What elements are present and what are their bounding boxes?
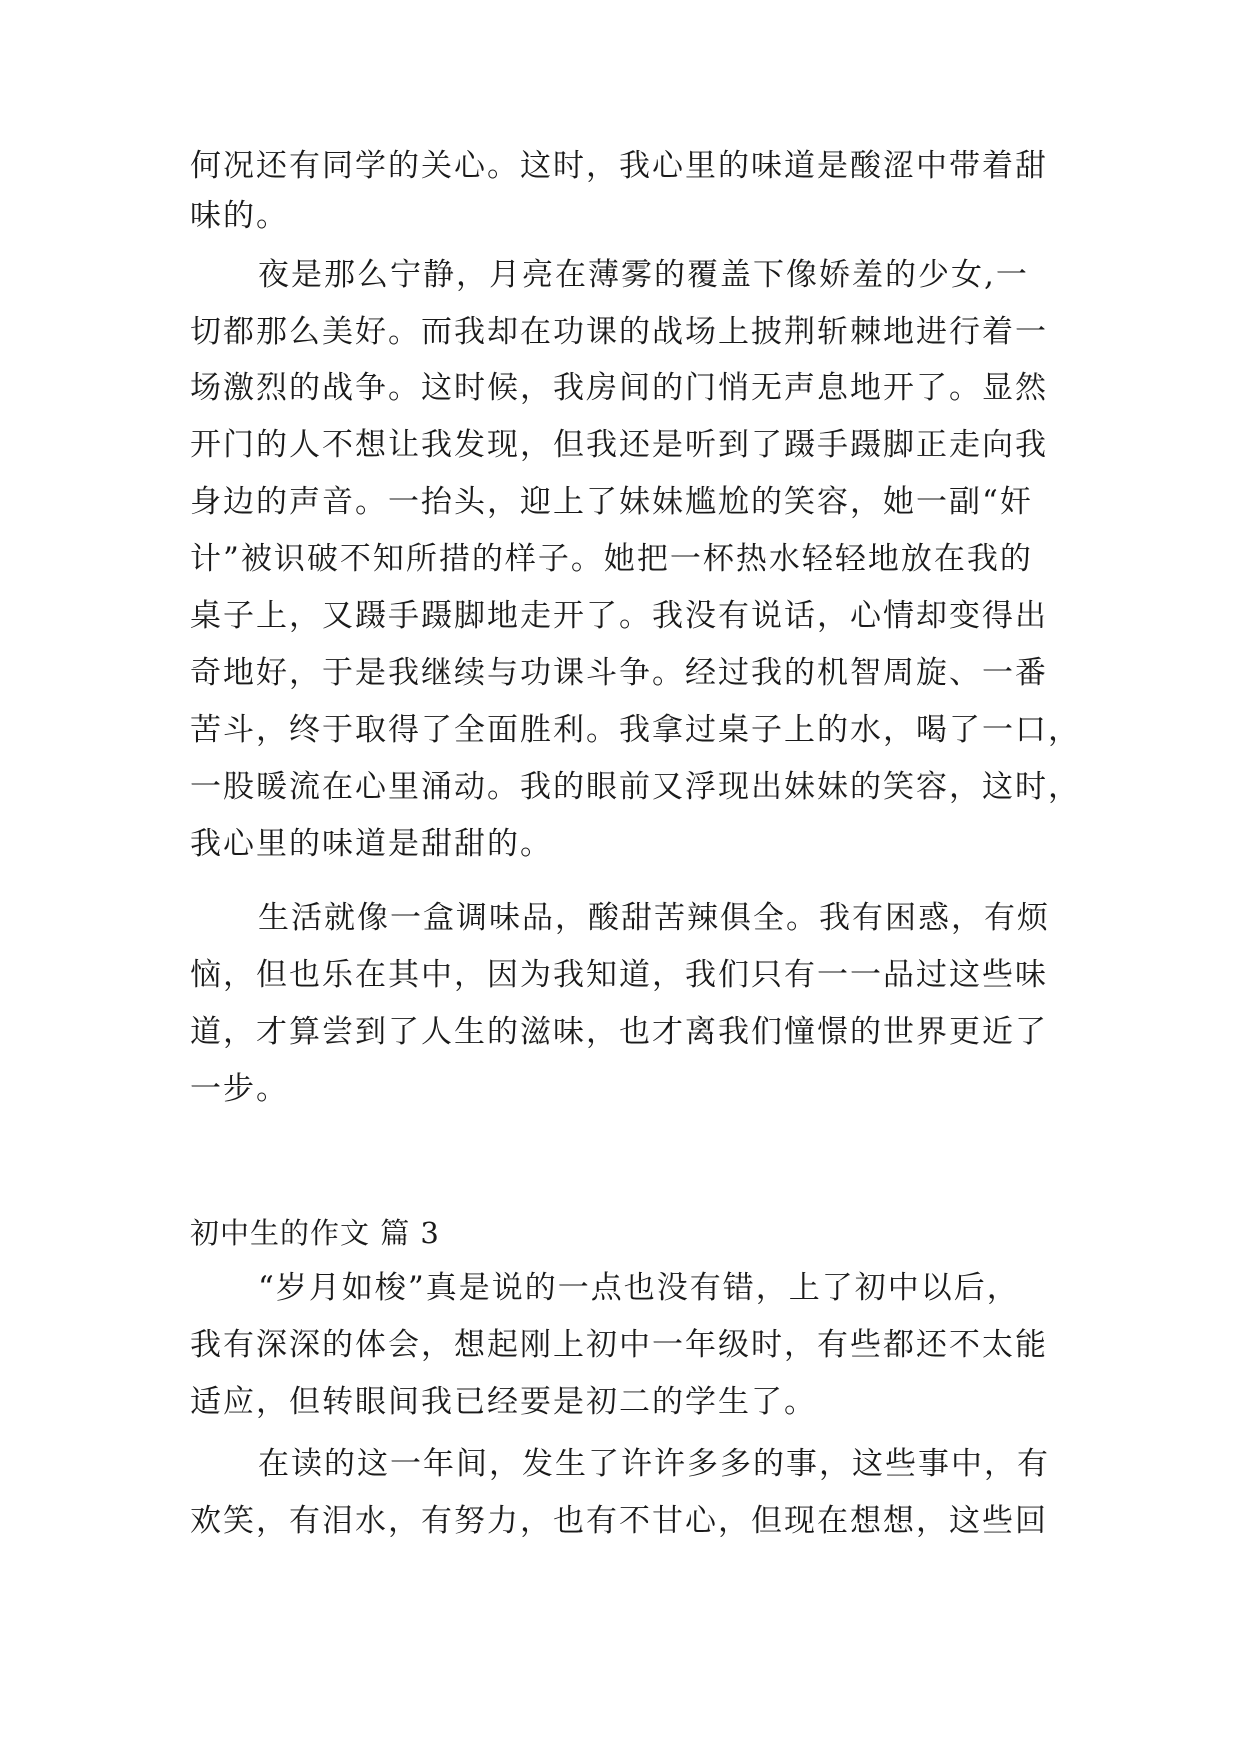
paragraph-3-line-3: 道，才算尝到了人生的滋味，也才离我们憧憬的世界更近了 bbox=[190, 1014, 1048, 1050]
paragraph-3-line-1: 生活就像一盒调味品，酸甜苦辣俱全。我有困惑，有烦 bbox=[258, 900, 1050, 936]
paragraph-1-line-1: 何况还有同学的关心。这时，我心里的味道是酸涩中带着甜 bbox=[190, 148, 1048, 184]
paragraph-4-line-3: 适应，但转眼间我已经要是初二的学生了。 bbox=[190, 1384, 817, 1420]
paragraph-2-line-4: 开门的人不想让我发现，但我还是听到了蹑手蹑脚正走向我 bbox=[190, 427, 1048, 463]
paragraph-2-line-11: 我心里的味道是甜甜的。 bbox=[190, 826, 553, 862]
paragraph-3-line-4: 一步。 bbox=[190, 1071, 289, 1107]
paragraph-2-line-5: 身边的声音。一抬头，迎上了妹妹尴尬的笑容，她一副“奸 bbox=[190, 484, 1033, 520]
paragraph-1-line-2: 味的。 bbox=[190, 198, 289, 234]
paragraph-4-line-1: “岁月如梭”真是说的一点也没有错，上了初中以后， bbox=[258, 1270, 1020, 1306]
paragraph-2-line-2: 切都那么美好。而我却在功课的战场上披荆斩棘地进行着一 bbox=[190, 314, 1048, 350]
paragraph-5-line-2: 欢笑，有泪水，有努力，也有不甘心，但现在想想，这些回 bbox=[190, 1503, 1048, 1539]
paragraph-5-line-1: 在读的这一年间，发生了许许多多的事，这些事中，有 bbox=[258, 1446, 1050, 1482]
paragraph-2-line-6: 计”被识破不知所措的样子。她把一杯热水轻轻地放在我的 bbox=[190, 541, 1033, 577]
paragraph-4-line-2: 我有深深的体会，想起刚上初中一年级时，有些都还不太能 bbox=[190, 1327, 1048, 1363]
paragraph-2-line-3: 场激烈的战争。这时候，我房间的门悄无声息地开了。显然 bbox=[190, 370, 1048, 406]
paragraph-2-line-7: 桌子上，又蹑手蹑脚地走开了。我没有说话，心情却变得出 bbox=[190, 598, 1048, 634]
paragraph-2-line-9: 苦斗，终于取得了全面胜利。我拿过桌子上的水，喝了一口， bbox=[190, 712, 1081, 748]
paragraph-2-line-8: 奇地好，于是我继续与功课斗争。经过我的机智周旋、一番 bbox=[190, 655, 1048, 691]
paragraph-2-line-10: 一股暖流在心里涌动。我的眼前又浮现出妹妹的笑容，这时， bbox=[190, 769, 1081, 805]
section-heading: 初中生的作文 篇 3 bbox=[190, 1216, 440, 1250]
paragraph-3-line-2: 恼，但也乐在其中，因为我知道，我们只有一一品过这些味 bbox=[190, 957, 1048, 993]
paragraph-2-line-1: 夜是那么宁静，月亮在薄雾的覆盖下像娇羞的少女,一 bbox=[258, 257, 1029, 293]
